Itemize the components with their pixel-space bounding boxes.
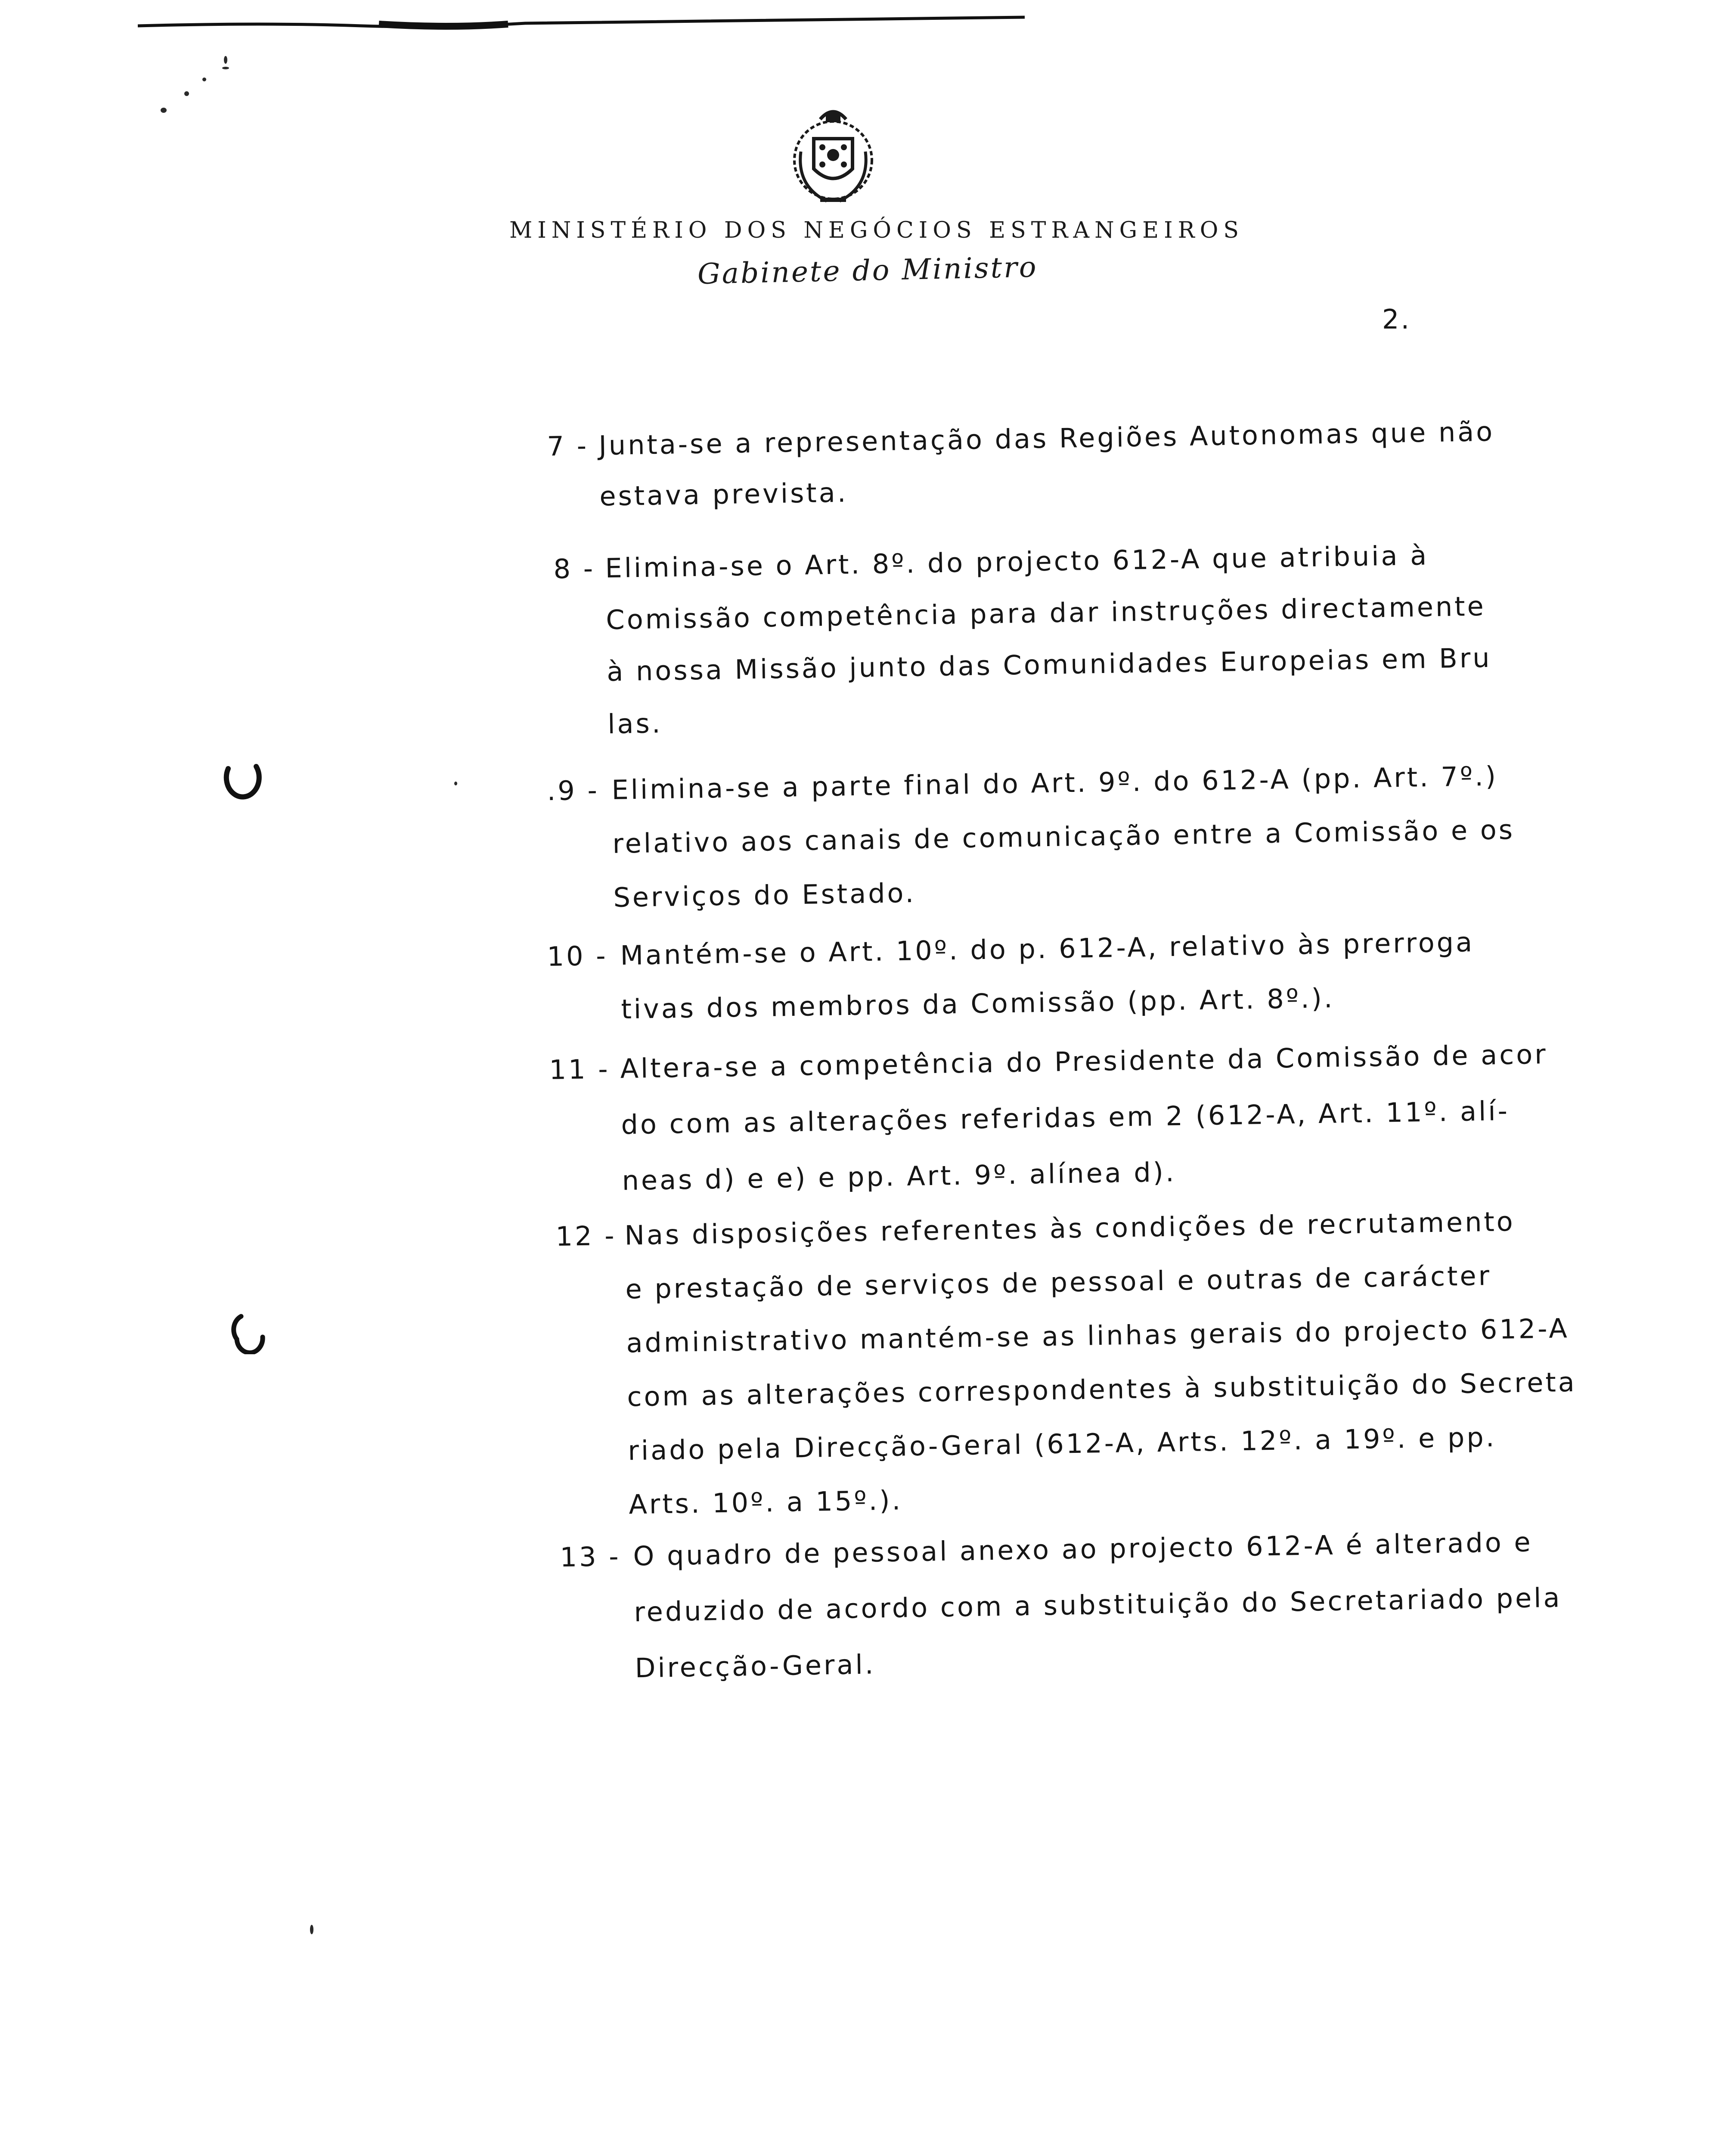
- item-line: à nossa Missão junto das Comunidades Europeias em Bru: [606, 642, 1492, 688]
- item-number: 11 -: [549, 1053, 611, 1086]
- cabinet-subheading: Gabinete do Ministro: [697, 250, 1038, 291]
- scan-speck: [224, 56, 227, 64]
- item-line: Elimina-se o Art. 8º. do projecto 612-A que atribuia à: [604, 540, 1429, 584]
- item-line: Serviços do Estado.: [613, 877, 916, 913]
- item-line: tivas dos membros da Comissão (pp. Art. 8º.).: [620, 982, 1335, 1025]
- item-line: Altera-se a competência do Presidente da Comissão de acor: [620, 1038, 1548, 1085]
- ministry-heading: MINISTÉRIO DOS NEGÓCIOS ESTRANGEIROS: [509, 217, 1244, 243]
- scan-speck: [184, 91, 189, 96]
- item-line: Junta-se a representação das Regiões Autonomas que não: [598, 416, 1495, 462]
- item-line: e prestação de serviços de pessoal e outras de carácter: [625, 1260, 1492, 1305]
- scan-speck: [202, 78, 206, 81]
- list-item: [0, 535, 1736, 740]
- scan-speck: [161, 108, 167, 113]
- item-line: do com as alterações referidas em 2 (612-A, Art. 11º. alí-: [621, 1095, 1510, 1141]
- item-line: las.: [607, 707, 663, 740]
- item-number: 12 -: [555, 1219, 617, 1252]
- scan-speck: [310, 1925, 313, 1934]
- scan-speck: [454, 782, 457, 785]
- item-number: .9 -: [547, 774, 600, 807]
- item-line: reduzido de acordo com a substituição do Secretariado pela: [634, 1582, 1562, 1628]
- item-line: Elimina-se a parte final do Art. 9º. do 612-A (pp. Art. 7º.): [611, 760, 1498, 806]
- list-item: [0, 1523, 1736, 1684]
- item-line: neas d) e e) e pp. Art. 9º. alínea d).: [622, 1156, 1177, 1197]
- item-line: riado pela Direcção-Geral (612-A, Arts. 12º. a 19º. e pp.: [627, 1421, 1497, 1467]
- item-line: Comissão competência para dar instruções directamente: [605, 590, 1486, 636]
- item-line: Mantém-se o Art. 10º. do p. 612-A, relativo às prerroga: [620, 926, 1475, 971]
- item-line: administrativo mantém-se as linhas gerais do projecto 612-A: [626, 1312, 1570, 1359]
- punch-hole-lower: [228, 1307, 271, 1354]
- item-line: com as alterações correspondentes à substituição do Secreta: [626, 1366, 1577, 1413]
- item-line: Direcção-Geral.: [635, 1648, 876, 1684]
- list-item: [0, 1036, 1736, 1197]
- list-item: [0, 922, 1736, 1025]
- item-number: 13 -: [560, 1540, 621, 1573]
- list-item: [0, 412, 1736, 512]
- coat-of-arms-emblem: [779, 100, 887, 212]
- item-line: relativo aos canais de comunicação entre a Comissão e os: [612, 814, 1515, 859]
- item-number: 7 -: [547, 430, 589, 462]
- page-number: 2.: [1382, 304, 1411, 335]
- item-number: 10 -: [547, 940, 608, 972]
- item-number: 8 -: [553, 552, 595, 585]
- item-line: estava prevista.: [599, 477, 848, 512]
- list-item: [0, 1202, 1736, 1520]
- scan-edge-line: [138, 13, 1025, 32]
- item-line: Arts. 10º. a 15º.).: [628, 1484, 903, 1520]
- item-line: Nas disposições referentes às condições de recrutamento: [624, 1205, 1516, 1251]
- scan-speck: [222, 67, 229, 69]
- punch-hole-upper: [220, 756, 263, 807]
- item-line: O quadro de pessoal anexo ao projecto 612-A é alterado e: [632, 1526, 1533, 1572]
